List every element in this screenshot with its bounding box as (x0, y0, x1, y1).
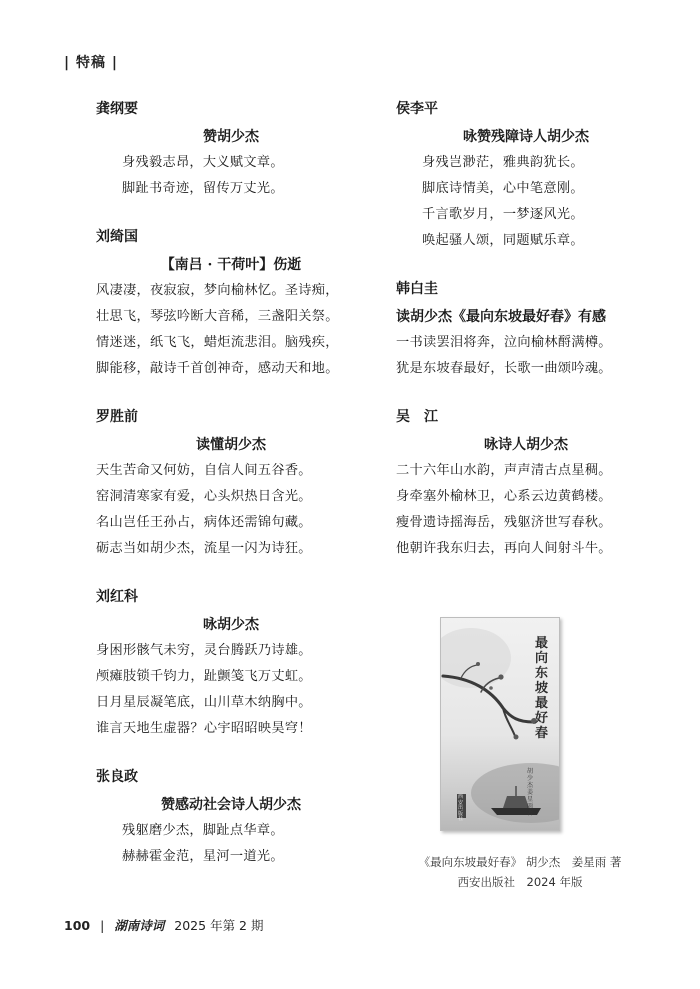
poem-line: 脚趾书奇迹，留传万丈光。 (122, 181, 284, 196)
poem-title: 【南吕 · 干荷叶】伤逝 (160, 257, 302, 273)
poem-entry (396, 276, 656, 382)
poem-line: 砺志当如胡少杰，流星一闪为诗狂。 (96, 541, 312, 556)
poem-author: 罗胜前 (96, 409, 138, 425)
poem-line: 瘦骨遗诗摇海岳，残躯济世写春秋。 (396, 515, 612, 530)
poem-entry (96, 764, 366, 870)
magazine-name: 湖南诗词 (114, 918, 165, 933)
poem-author: 刘红科 (96, 589, 138, 605)
poem-author: 吴 江 (396, 409, 438, 425)
poem-line: 风凄凄，夜寂寂，梦向榆林忆。圣诗痴， (96, 283, 339, 298)
poem-line: 身困形骸气未穷，灵台腾跃乃诗雄。 (96, 643, 312, 658)
poem-line: 谁言天地生虚器？心宇昭昭映昊穹！ (96, 721, 312, 736)
poem-entry (96, 584, 366, 742)
poem-entry (396, 404, 656, 562)
poem-line: 日月星辰凝笔底，山川草木纳胸中。 (96, 695, 312, 710)
poem-title: 赞感动社会诗人胡少杰 (161, 797, 301, 813)
poem-line: 脚能移，敲诗千首创神奇，感动天和地。 (96, 361, 339, 376)
book-publisher-vertical: 西安出版社 (458, 794, 464, 822)
poem-line: 壮思飞，琴弦吟断大音稀，三盏阳关祭。 (96, 309, 339, 324)
poem-line: 千言歌岁月，一梦逐风光。 (422, 207, 584, 222)
poem-title: 赞胡少杰 (203, 129, 259, 145)
poem-line: 身残毅志昂，大义赋文章。 (122, 155, 284, 170)
poem-line: 颅瘫肢锁千钧力，趾颤笺飞万丈虹。 (96, 669, 312, 684)
poem-line: 身牵塞外榆林卫，心系云边黄鹤楼。 (396, 489, 612, 504)
poem-author: 韩白圭 (396, 281, 438, 297)
poem-line: 他朝许我东归去，再向人间射斗牛。 (396, 541, 612, 556)
poem-entry (96, 404, 366, 562)
poem-entry (96, 224, 366, 382)
poem-author: 龚纲要 (96, 101, 138, 117)
poem-line: 犹是东坡春最好，长歌一曲颂吟魂。 (396, 361, 612, 376)
footer-separator: | (100, 918, 105, 933)
book-cover-image (440, 617, 560, 831)
poem-author: 张良政 (96, 769, 138, 785)
poem-line: 一书读罢泪将奔，泣向榆林酹满樽。 (396, 335, 612, 350)
poem-author: 侯李平 (396, 101, 438, 117)
poem-author: 刘绮国 (96, 229, 138, 245)
poem-line: 情迷迷，纸飞飞，蜡炬流悲泪。脑残疾， (96, 335, 339, 350)
poem-line: 天生苦命又何妨，自信人间五谷香。 (96, 463, 312, 478)
page-footer (64, 916, 263, 934)
poem-title: 咏胡少杰 (203, 617, 259, 633)
poem-line: 唤起骚人颂，同题赋乐章。 (422, 233, 584, 248)
poem-title: 读胡少杰《最向东坡最好春》有感 (396, 309, 606, 325)
book-title-vertical: 最向东坡最好春 (535, 636, 549, 741)
book-authors-vertical: 胡少杰 姜星雨 著 (527, 768, 534, 817)
poem-line: 二十六年山水韵，声声清古点星稠。 (396, 463, 612, 478)
poem-line: 窑洞清寒家有爱，心头炽热日含光。 (96, 489, 312, 504)
poem-title: 读懂胡少杰 (196, 437, 266, 453)
poem-line: 名山岂任王孙占，病体还需锦句藏。 (96, 515, 312, 530)
poem-title: 咏赞残障诗人胡少杰 (463, 129, 589, 145)
poem-line: 残躯磨少杰，脚趾点华章。 (122, 823, 284, 838)
right-column (396, 96, 656, 584)
left-column (96, 96, 366, 892)
poem-entry (396, 96, 656, 254)
issue-label: 2025 年第 2 期 (174, 918, 264, 933)
caption-line-1: 《最向东坡最好春》 胡少杰 姜星雨 著 (418, 855, 622, 869)
page-number: 100 (64, 918, 91, 933)
section-tag: | 特稿 | (64, 55, 118, 71)
poem-entry (96, 96, 366, 202)
poem-line: 赫赫霍金范，星河一道光。 (122, 849, 284, 864)
caption-line-2: 西安出版社 2024 年版 (457, 875, 583, 889)
poem-line: 身残岂渺茫，雅典韵犹长。 (422, 155, 584, 170)
poem-title: 咏诗人胡少杰 (484, 437, 568, 453)
poem-line: 脚底诗情美，心中笔意刚。 (422, 181, 584, 196)
book-caption (410, 852, 630, 892)
